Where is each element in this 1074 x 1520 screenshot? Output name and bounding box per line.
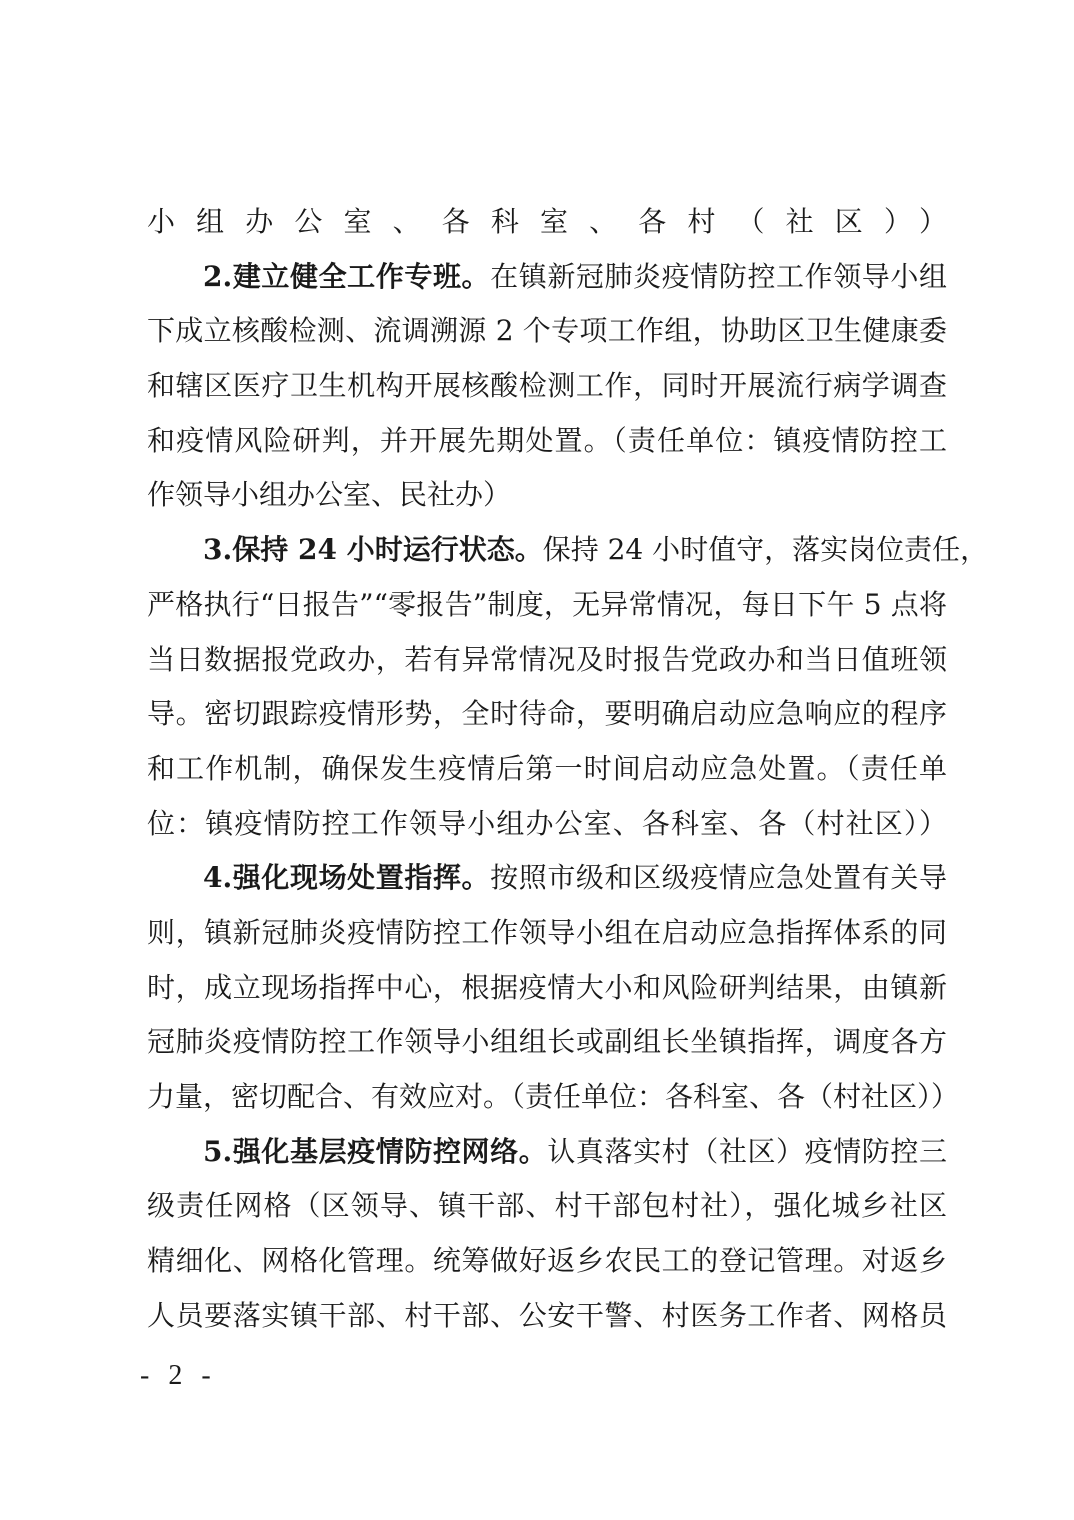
line-text: 按照市级和区级疫情应急处置有关导 [490, 861, 947, 895]
line-text: 力量，密切配合、有效应对。（责任单位：各科室、各（村社区）） [147, 1080, 960, 1113]
text-line [147, 1070, 960, 1125]
line-text: 时，成立现场指挥中心，根据疫情大小和风险研判结果，由镇新 [147, 970, 947, 1004]
line-text: 下成立核酸检测、流调溯源 2 个专项工作组，协助区卫生健康委 [147, 314, 947, 348]
line-text: 小组办公室、各科室、各村（社区）） [147, 205, 947, 238]
section-heading: 5.强化基层疫情防控网络。 [203, 1134, 548, 1168]
page-number: - 2 - [140, 1360, 217, 1391]
text-line [147, 578, 947, 633]
text-line [147, 961, 947, 1016]
line-text: 和工作机制，确保发生疫情后第一时间启动应急处置。（责任单 [147, 751, 947, 785]
text-line [147, 633, 947, 688]
text-line [147, 1015, 947, 1070]
paragraph-2-first-line [147, 250, 947, 305]
text-line [147, 742, 947, 797]
line-text: 认真落实村（社区）疫情防控三 [547, 1134, 947, 1168]
text-line [147, 1289, 947, 1344]
line-text: 严格执行“日报告”“零报告”制度，无异常情况，每日下午 5 点将 [147, 587, 947, 621]
line-text: 作领导小组办公室、民社办） [147, 478, 512, 512]
text-line [147, 687, 947, 742]
section-heading: 3.保持 24 小时运行状态。 [203, 533, 543, 567]
line-text: 导。密切跟踪疫情形势，全时待命，要明确启动应急响应的程序 [147, 697, 947, 731]
line-text: 人员要落实镇干部、村干部、公安干警、村医务工作者、网格员 [147, 1298, 947, 1332]
text-line [147, 414, 947, 469]
line-text: 和辖区医疗卫生机构开展核酸检测工作，同时开展流行病学调查 [147, 369, 947, 403]
section-heading: 4.强化现场处置指挥。 [203, 861, 491, 895]
text-line [147, 304, 947, 359]
section-heading: 2.建立健全工作专班。 [203, 259, 491, 293]
paragraph-4-first-line [147, 851, 947, 906]
text-line [147, 1179, 947, 1234]
line-text: 冠肺炎疫情防控工作领导小组组长或副组长坐镇指挥，调度各方 [147, 1025, 947, 1059]
paragraph-3-first-line [147, 523, 989, 578]
line-text: 精细化、网格化管理。统筹做好返乡农民工的登记管理。对返乡 [147, 1244, 947, 1278]
line-text: 和疫情风险研判，并开展先期处置。（责任单位：镇疫情防控工 [147, 423, 947, 457]
line-text: 当日数据报党政办，若有异常情况及时报告党政办和当日值班领 [147, 642, 947, 676]
line-text: 在镇新冠肺炎疫情防控工作领导小组 [490, 259, 947, 293]
text-line [147, 906, 947, 961]
text-line [147, 468, 947, 523]
text-line [147, 797, 947, 852]
line-text: 保持 24 小时值守，落实岗位责任， [542, 533, 989, 567]
line-text: 位：镇疫情防控工作领导小组办公室、各科室、各（村社区）） [147, 806, 947, 840]
paragraph-5-first-line [147, 1125, 947, 1180]
document-body [147, 195, 989, 1343]
line-text: 则，镇新冠肺炎疫情防控工作领导小组在启动应急指挥体系的同 [147, 915, 947, 949]
text-line [147, 359, 947, 414]
line-text: 级责任网格（区领导、镇干部、村干部包村社），强化城乡社区 [147, 1189, 947, 1223]
text-line [147, 195, 947, 250]
text-line [147, 1234, 947, 1289]
